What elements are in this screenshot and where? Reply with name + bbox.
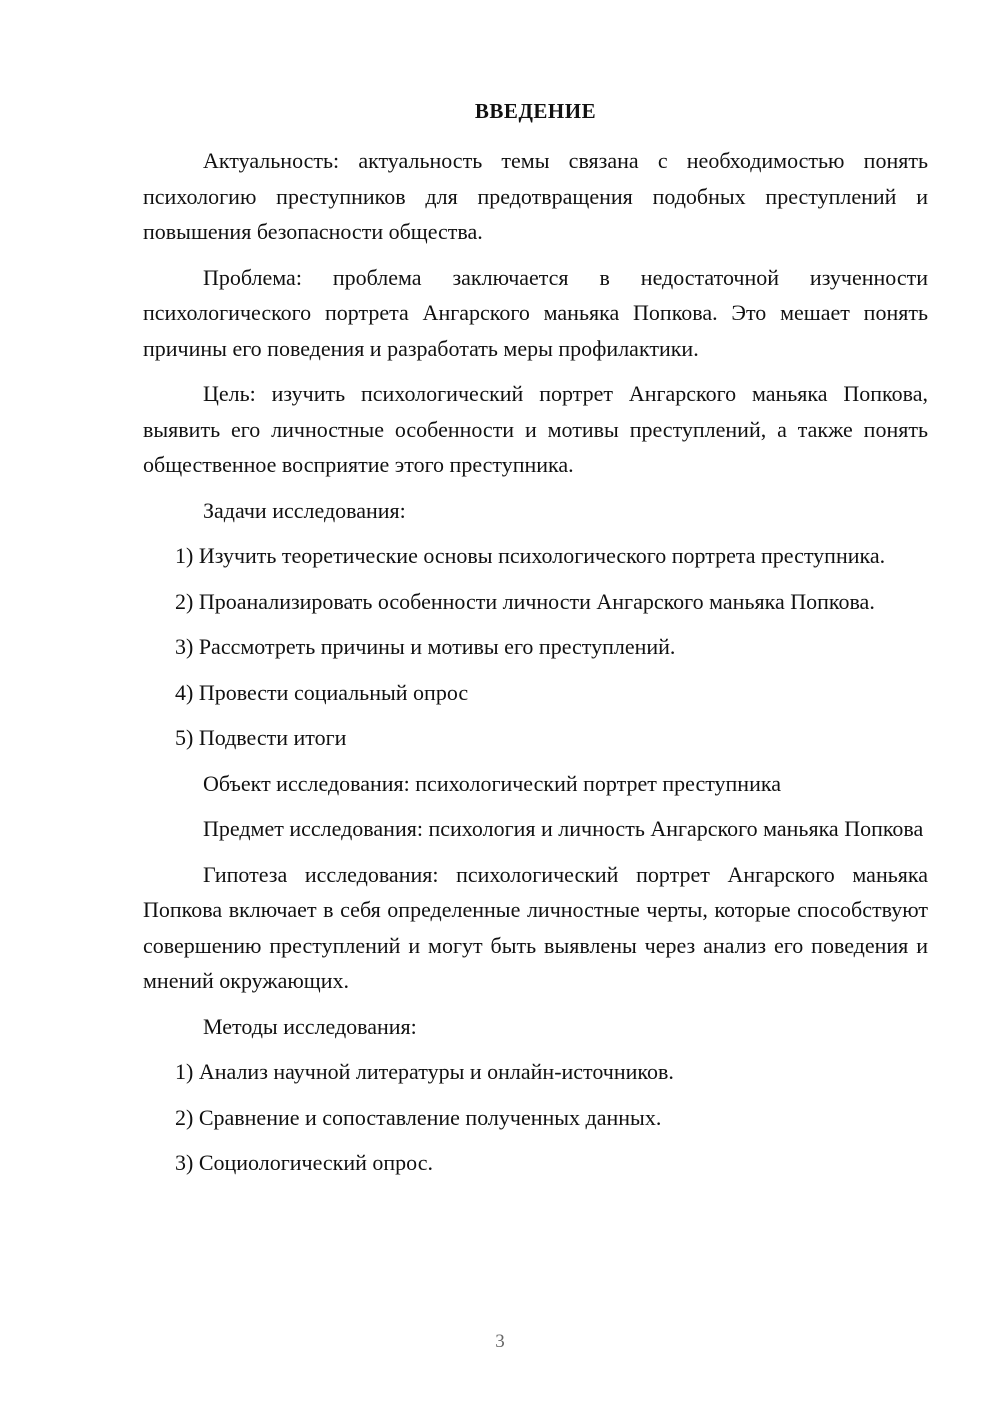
tasks-heading: Задачи исследования: [203, 497, 406, 523]
task-item-2: 2) Проанализировать особенности личности Ангарского маньяка Попкова. [175, 588, 875, 614]
methods-heading: Методы исследования: [203, 1013, 417, 1039]
hypothesis-paragraph: Гипотеза исследования: психологический портрет Ангарского маньяка Попкова включает в себя определенные личностные черты, которые способствуют совершению преступлений и могут быть выявлены через анализ его поведения и мнений окружающих. [143, 861, 928, 993]
section-title: ВВЕДЕНИЕ [474, 99, 597, 123]
subject-paragraph: Предмет исследования: психология и личность Ангарского маньяка Попкова [203, 816, 924, 841]
problem-paragraph: Проблема: проблема заключается в недостаточной изученности психологического портрета Ангарского маньяка Попкова. Это мешает понять причины его поведения и разработать меры профилактики. [143, 264, 928, 361]
method-item-3: 3) Социологический опрос. [175, 1150, 433, 1175]
method-item-2: 2) Сравнение и сопоставление полученных данных. [175, 1104, 662, 1130]
task-item-1: 1) Изучить теоретические основы психологического портрета преступника. [175, 543, 886, 568]
goal-paragraph: Цель: изучить психологический портрет Ангарского маньяка Попкова, выявить его личностные особенности и мотивы преступлений, а также понять общественное восприятие этого преступника. [143, 381, 928, 477]
task-item-3: 3) Рассмотреть причины и мотивы его преступлений. [175, 634, 676, 659]
document-body [143, 93, 928, 1191]
task-item-4: 4) Провести социальный опрос [175, 679, 469, 705]
method-item-1: 1) Анализ научной литературы и онлайн-источников. [175, 1059, 674, 1084]
task-item-5: 5) Подвести итоги [175, 725, 347, 750]
page-number: 3 [495, 1331, 505, 1352]
relevance-paragraph: Актуальность: актуальность темы связана с необходимостью понять психологию преступников для предотвращения подобных преступлений и повышения безопасности общества. [143, 148, 928, 244]
object-paragraph: Объект исследования: психологический портрет преступника [203, 770, 781, 796]
